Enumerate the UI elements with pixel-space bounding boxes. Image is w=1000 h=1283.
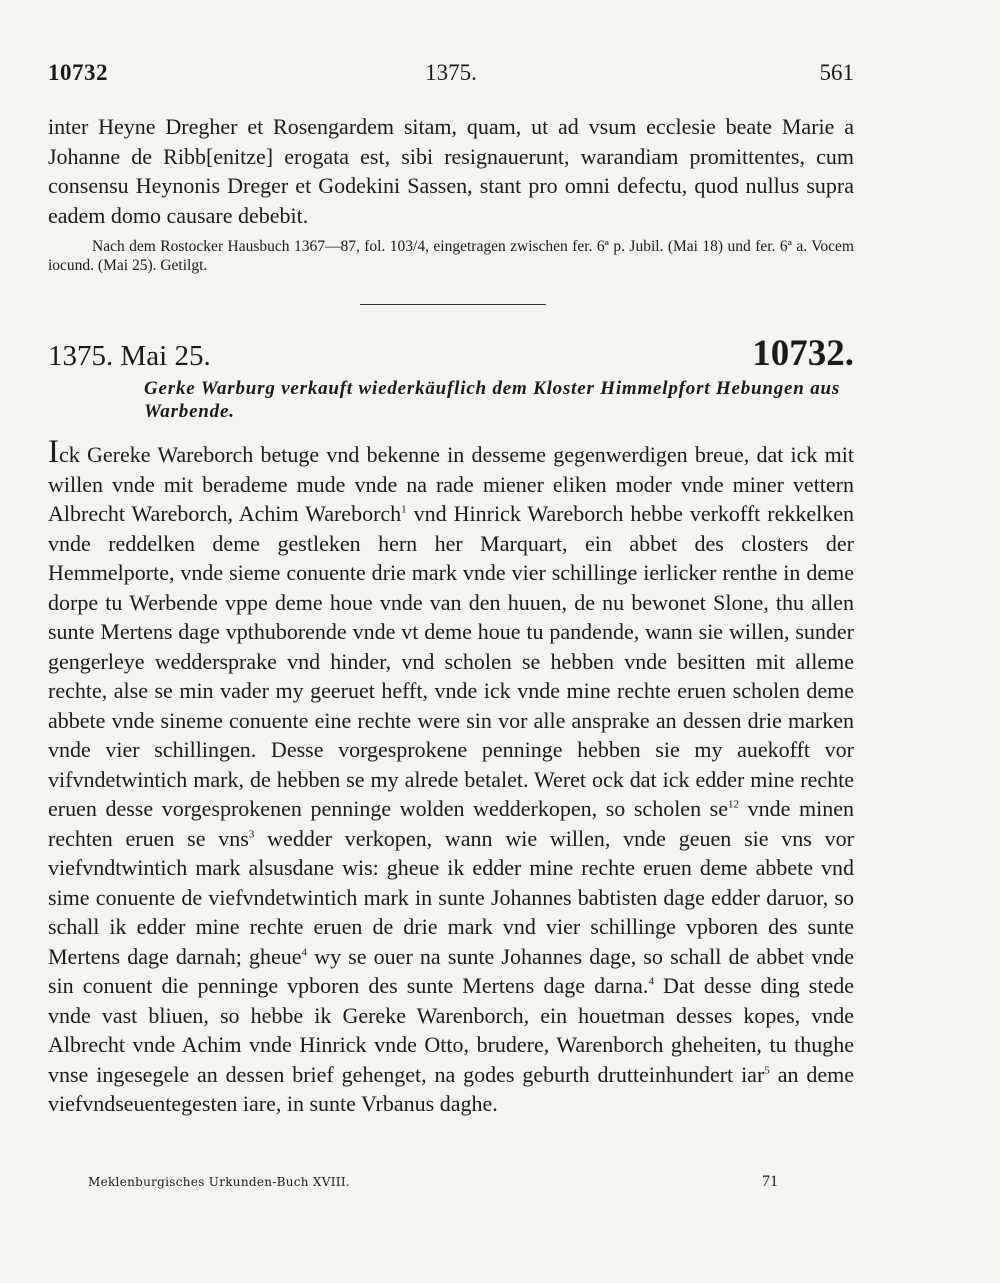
document-number: 10732.: [752, 333, 854, 374]
footnote-marker: 1: [401, 503, 407, 516]
footer-signature: 71: [762, 1173, 778, 1190]
source-note: Nach dem Rostocker Hausbuch 1367—87, fol. 103/4, eingetragen zwischen fer. 6ª p. Jubil. (Mai 18) und fer. 6ª a. Vocem iocund. (Mai 25). Getilgt.: [48, 238, 854, 274]
document-date: 1375. Mai 25.: [48, 340, 211, 372]
charter-text: [48, 434, 855, 1119]
page-footer: [48, 1172, 854, 1192]
footer-book-title: Meklenburgisches Urkunden-Buch XVIII.: [88, 1175, 350, 1189]
footnote-marker: 5: [764, 1064, 770, 1077]
page: [48, 0, 854, 1283]
running-header: [48, 58, 854, 88]
document-heading: [48, 330, 854, 374]
document-separator: [360, 304, 546, 305]
initial-letter: I: [48, 434, 59, 470]
document-summary: Gerke Warburg verkauft wiederkäuflich dem Kloster Himmelpfort Hebungen aus Warbende.: [144, 378, 841, 422]
charter-segment: vnd Hinrick Wareborch hebbe verkofft rekkelken vnde reddelken deme gestleken hern her Marquart, ein abbet des closters der Hemmelporte, vnde sieme conuente drie mark vnde vier schillinge ierlicker renthe in deme dorpe tu Werbende vppe deme houe vnde van den huuen, de nu bewonet Slone, thu allen sunte Mertens dage vpthuborende vnde vt deme houe tu pandende, wann sie willen, sunder gengerleye weddersprake vnd hinder, vnd scholen se hebben vnde besitten mit alleme rechte, alse se min vader my geeruet hefft, vnde ick vnde mine rechte eruen scholen deme abbete vnde sineme conuente eine rechte were sin vor alle ansprake an dessen drie marken vnde vier schillingen. Desse vorgesprokene penninge hebben sie my auekofft vor vifvndetwintich mark, de hebben se my alrede betalet. Weret ock dat ick edder mine rechte eruen desse vorgesprokenen penninge wolden wedderkopen, so scholen se: [48, 501, 855, 821]
footnote-marker: 4: [648, 975, 654, 988]
header-year: 1375.: [425, 60, 477, 85]
header-page-number: 561: [819, 60, 854, 85]
charter-segment: ck Gereke Wareborch betuge vnd bekenne in desseme gegenwerdigen breue, dat ick mit willen vnde mit berademe mude vnde na rade miener eliken moder vnde miner vettern Albrecht Wareborch, Achim Wareborch: [48, 442, 854, 526]
footnote-marker: 12: [728, 798, 740, 811]
footnote-marker: 4: [301, 946, 308, 959]
footnote-marker: 3: [248, 828, 255, 841]
charter-segment: wedder verkopen, wann wie willen, vnde geuen sie vns vor viefvndtwintich mark alsusdane wis: gheue ik edder mine rechte eruen deme abbete vnd sime conuente de viefvndetwintich mark in sunte Johannes babtisten dage edder daruor, so schall ik edder mine rechte eruen de drie mark vnd vier schillinge vpboren des sunte Mertens dage darnah; gheue: [48, 825, 854, 969]
previous-document-text: inter Heyne Dregher et Rosengardem sitam, quam, ut ad vsum ecclesie beate Marie a Johanne de Ribb[enitze] erogata est, sibi resignauerunt, warandiam promittentes, cum consensu Heynonis Dreger et Godekini Sassen, stant pro omni defectu, quod nullus supra eadem domo causare debebit.: [48, 114, 854, 228]
header-document-number: 10732: [48, 60, 108, 85]
charter-segment: vnde minen rechten eruen se vns: [48, 796, 854, 851]
charter-segment: Dat desse ding stede vnde vast bliuen, so hebbe ik Gereke Warenborch, ein houetman desses kopes, vnde Albrecht vnde Achim vnde Hinrick vnde Otto, brudere, Warenborch gheheiten, tu thughe vnse ingesegele an dessen brief gehenget, na godes geburth drutteinhundert iar: [48, 973, 855, 1087]
charter-segment: an deme viefvndseuentegesten iare, in sunte Vrbanus daghe.: [48, 1061, 855, 1116]
charter-segment: wy se ouer na sunte Johannes dage, so schall de abbet vnde sin conuent die penninge vpboren des sunte Mertens dage darna.: [48, 943, 854, 998]
